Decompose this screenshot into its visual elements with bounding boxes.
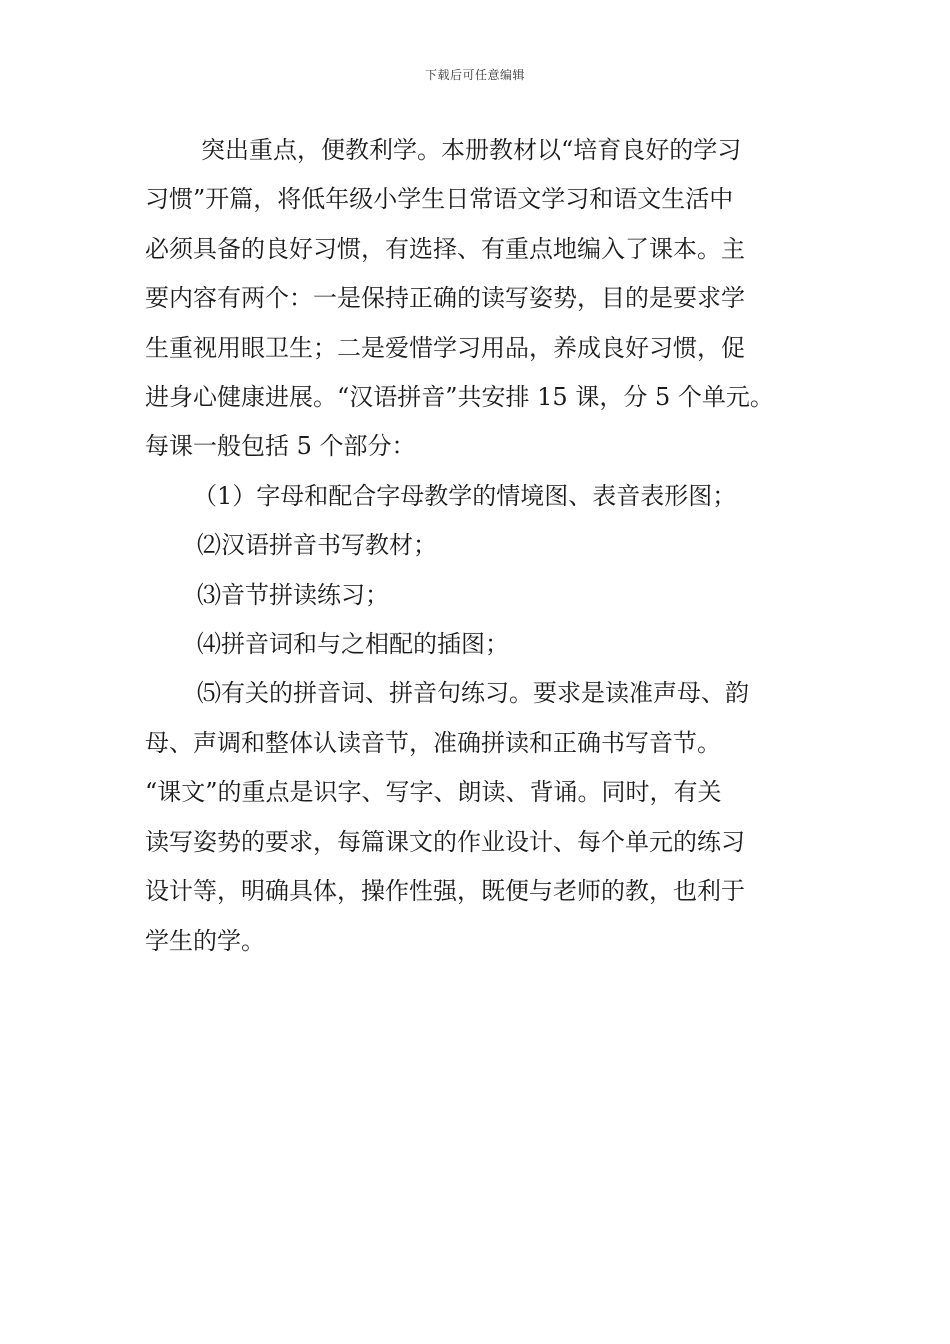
paragraph-line: 要内容有两个：一是保持正确的读写姿势，目的是要求学 — [145, 284, 745, 313]
body-text — [145, 126, 825, 966]
paragraph-line: 进身心健康进展。“汉语拼音”共安排 15 课，分 5 个单元。 — [145, 383, 774, 412]
paragraph-line: 学生的学。 — [145, 926, 265, 955]
paragraph-line: 突出重点，便教利学。本册教材以“培育良好的学习 — [201, 136, 742, 164]
list-item: ⑸有关的拼音词、拼音句练习。要求是读准声母、韵 — [197, 679, 749, 708]
paragraph-line: 生重视用眼卫生；二是爱惜学习用品，养成良好习惯，促 — [145, 333, 745, 362]
paragraph-line: 读写姿势的要求，每篇课文的作业设计、每个单元的练习 — [145, 827, 745, 856]
list-item: （1）字母和配合字母教学的情境图、表音表形图； — [193, 481, 737, 510]
paragraph-line: 设计等，明确具体，操作性强，既便与老师的教，也利于 — [145, 877, 745, 906]
list-item: ⑷拼音词和与之相配的插图； — [197, 630, 509, 659]
list-item: ⑶音节拼读练习； — [197, 580, 389, 609]
paragraph-line: 母、声调和整体认读音节，准确拼读和正确书写音节。 — [145, 728, 721, 757]
header-note: 下载后可任意编辑 — [424, 68, 525, 82]
paragraph-line: 每课一般包括 5 个部分： — [145, 432, 416, 461]
list-item: ⑵汉语拼音书写教材； — [197, 531, 437, 560]
paragraph-line: 必须具备的良好习惯，有选择、有重点地编入了课本。主 — [145, 234, 745, 263]
paragraph-line: “课文”的重点是识字、写字、朗读、背诵。同时，有关 — [145, 778, 722, 807]
paragraph-line: 习惯”开篇，将低年级小学生日常语文学习和语文生活中 — [145, 185, 734, 214]
